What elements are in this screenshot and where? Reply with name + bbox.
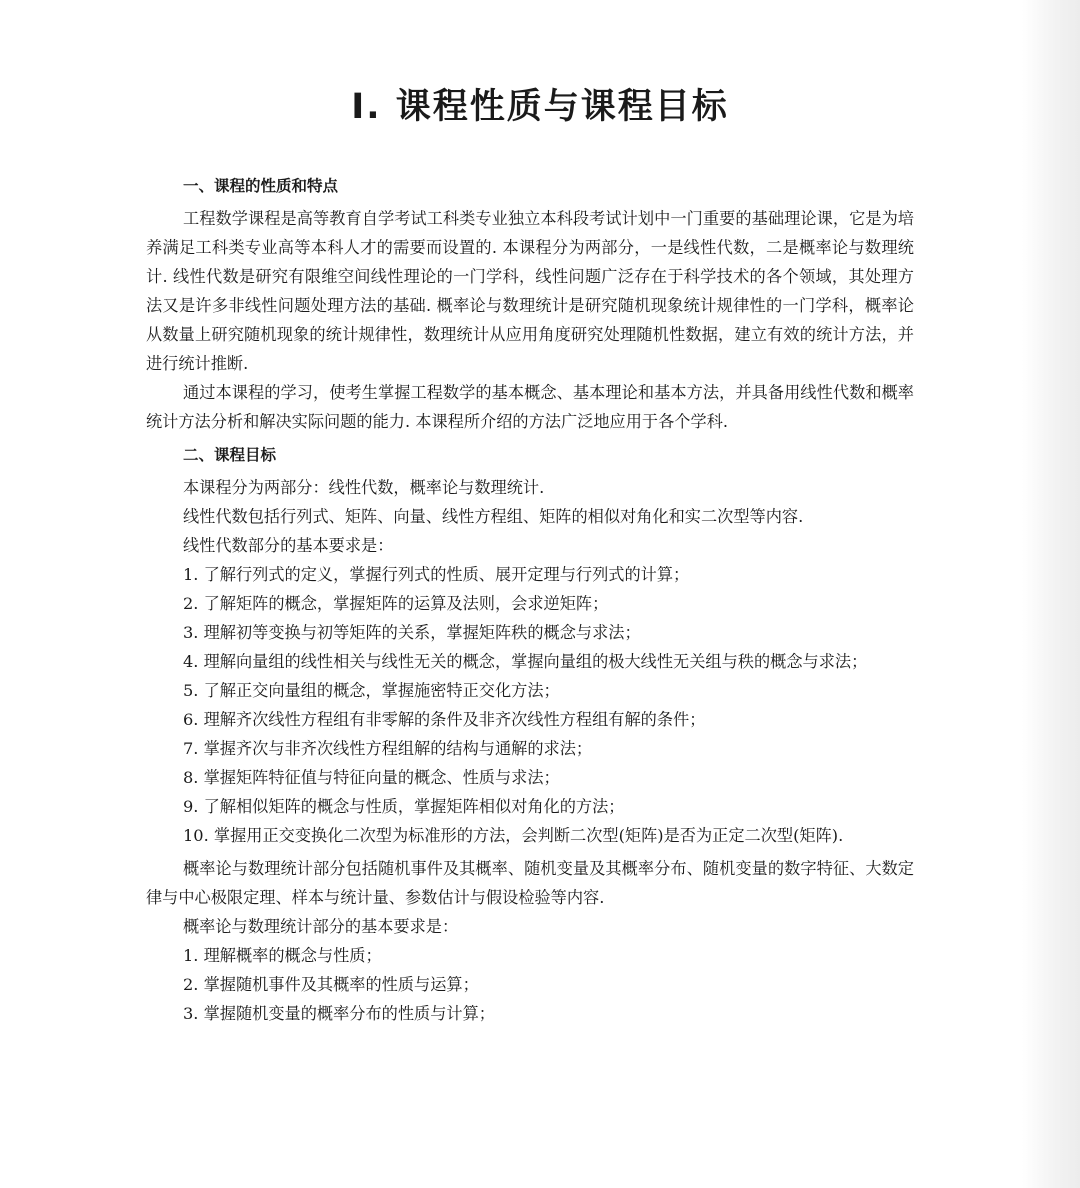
section-heading-goals: 二、课程目标 [183, 446, 277, 464]
list-item: 7. 掌握齐次与非齐次线性方程组解的结构与通解的求法； [183, 739, 593, 758]
list-item: 5. 了解正交向量组的概念，掌握施密特正交化方法； [183, 681, 560, 700]
page-title: Ⅰ. 课程性质与课程目标 [351, 87, 729, 127]
paragraph-course-purpose: 通过本课程的学习，使考生掌握工程数学的基本概念、基本理论和基本方法，并具备用线性代数和概率统计方法分析和解决实际问题的能力. 本课程所介绍的方法广泛地应用于各个学科. [146, 383, 914, 431]
list-item: 10. 掌握用正交变换化二次型为标准形的方法，会判断二次型(矩阵)是否为正定二次型(矩阵). [183, 826, 844, 845]
paragraph-course-nature: 工程数学课程是高等教育自学考试工科类专业独立本科段考试计划中一门重要的基础理论课，它是为培养满足工科类专业高等本科人才的需要而设置的. 本课程分为两部分，一是线性代数，二是概率论与数理统计. 线性代数是研究有限维空间线性理论的一门学科，线性问题广泛存在于科学技术的各个领域，其处理方法又是许多非线性问题处理方法的基础. 概率论与数理统计是研究随机现象统计规律性的一门学科，概率论从数量上研究随机现象的统计规律性，数理统计从应用角度研究处理随机性数据，建立有效的统计方法，并进行统计推断. [146, 209, 914, 373]
list-item: 8. 掌握矩阵特征值与特征向量的概念、性质与求法； [183, 768, 560, 787]
document-body [146, 172, 914, 1028]
paragraph-probability-requirements: 概率论与数理统计部分的基本要求是： [183, 917, 459, 936]
paragraph-linear-algebra-requirements: 线性代数部分的基本要求是： [183, 536, 394, 555]
list-item: 3. 理解初等变换与初等矩阵的关系，掌握矩阵秩的概念与求法； [183, 623, 641, 642]
paragraph-course-parts: 本课程分为两部分：线性代数，概率论与数理统计. [183, 478, 545, 497]
page-edge-shadow [1022, 0, 1080, 1188]
section-heading-nature: 一、课程的性质和特点 [183, 177, 339, 195]
paragraph-probability-scope: 概率论与数理统计部分包括随机事件及其概率、随机变量及其概率分布、随机变量的数字特征、大数定律与中心极限定理、样本与统计量、参数估计与假设检验等内容. [146, 859, 914, 907]
list-item: 6. 理解齐次线性方程组有非零解的条件及非齐次线性方程组有解的条件； [183, 710, 706, 729]
list-item: 2. 了解矩阵的概念，掌握矩阵的运算及法则，会求逆矩阵； [183, 594, 609, 613]
list-item: 1. 理解概率的概念与性质； [183, 946, 382, 965]
list-item: 2. 掌握随机事件及其概率的性质与运算； [183, 975, 479, 994]
list-item: 4. 理解向量组的线性相关与线性无关的概念，掌握向量组的极大线性无关组与秩的概念与求法； [183, 652, 868, 671]
paragraph-linear-algebra-scope: 线性代数包括行列式、矩阵、向量、线性方程组、矩阵的相似对角化和实二次型等内容. [183, 507, 804, 526]
list-item: 3. 掌握随机变量的概率分布的性质与计算； [183, 1004, 495, 1023]
list-item: 9. 了解相似矩阵的概念与性质，掌握矩阵相似对角化的方法； [183, 797, 625, 816]
list-item: 1. 了解行列式的定义，掌握行列式的性质、展开定理与行列式的计算； [183, 565, 690, 584]
